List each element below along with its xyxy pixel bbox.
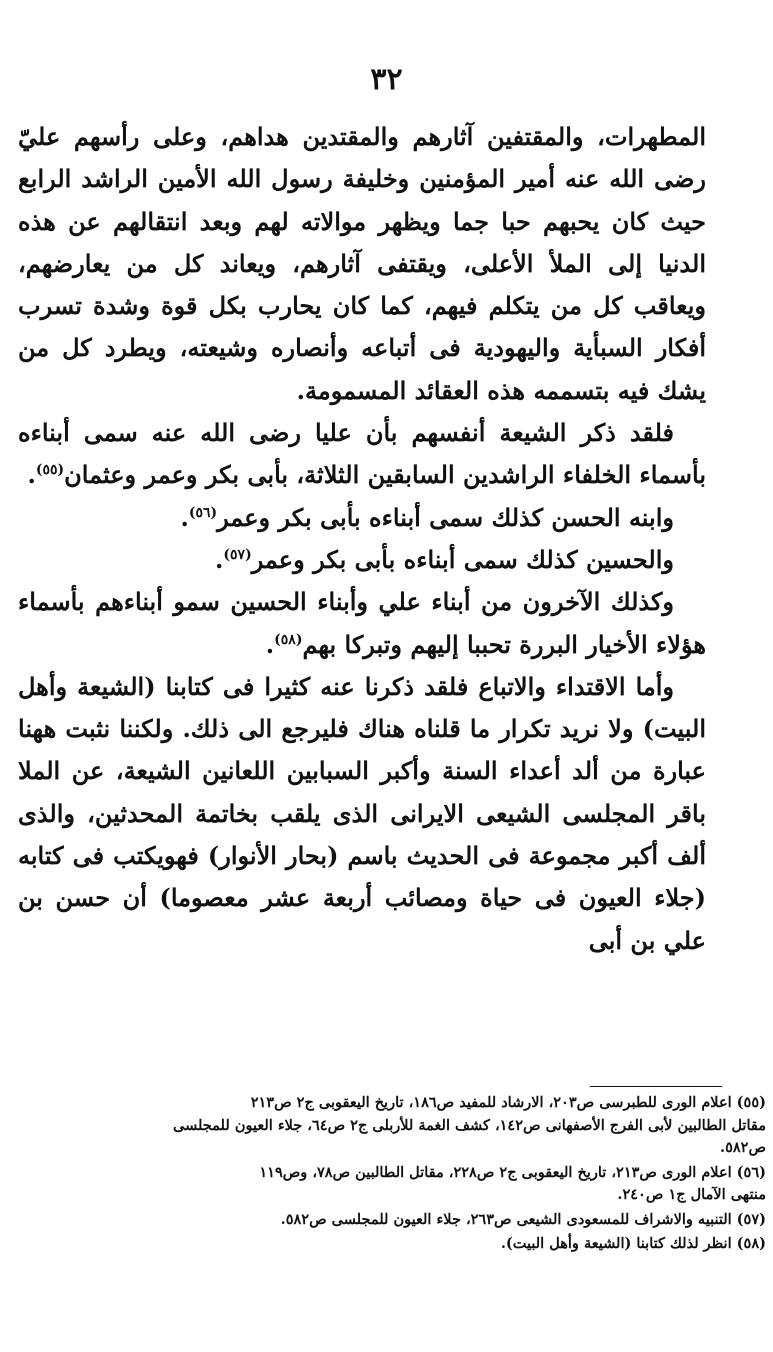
paragraph-3-text: وابنه الحسن كذلك سمى أبناءه بأبى بكر وعمر [217, 502, 674, 532]
footnote-divider [590, 1086, 722, 1087]
paragraph-6: وأما الاقتداء والاتباع فلقد ذكرنا عنه كثيرا فى كتابنا (الشيعة وأهل البيت) ولا نريد تكرار ما قلناه هناك فليرجع الى ذلك. ولكننا نثبت ههنا عبارة من ألد أعداء السنة وأكبر السبابين اللعانين الشيعة، عن الملا باقر المجلسى الشيعى الايرانى الذى يلقب بخاتمة المحدثين، والذى ألف أكبر مجموعة فى الحديث باسم (بحار الأنوار) فهويكتب فى كتابه (جلاء العيون فى حياة ومصائب أربعة عشر معصوما) أن حسن بن علي بن أبى [18, 671, 706, 955]
paragraph-1: المطهرات، والمقتفين آثارهم والمقتدين هداهم، وعلى رأسهم عليّ رضى الله عنه أمير المؤمنين وخليفة رسول الله الأمين الراشد الرابع حيث كان يحبهم حبا جما ويظهر موالاته لهم وبعد انتقالهم عن هذه الدنيا إلى الملأ الأعلى، ويقتفى آثارهم، ويعاند كل من يعارضهم، ويعاقب كل من يتكلم فيهم، كما كان يحارب بكل قوة وشدة تسرب أفكار السبأية واليهودية فى أتباعه وأنصاره وشيعته، ويطرد كل من يشك فيه بتسممه هذه العقائد المسمومة. [18, 122, 706, 405]
footnote-58 [4, 1233, 766, 1256]
paragraph-5: وكذلك الآخرون من أبناء علي وأبناء الحسين سمو أبناءهم بأسماء هؤلاء الأخيار البررة تحببا إليهم وتبركا بهم$^{(٥٨)}$. [18, 587, 706, 659]
page-number: ٣٢ [370, 62, 403, 97]
footnote-ref-57: (٥٧) [223, 546, 252, 563]
paragraph-2-text: فلقد ذكر الشيعة أنفسهم بأن عليا رضى الله عنه سمى أبناءه بأسماء الخلفاء الراشدين السابقين الثلاثة، بأبى بكر وعمر وعثمان [18, 418, 706, 490]
footnote-55-line-1: (٥٥) اعلام الورى للطبرسى ص٢٠٣، الارشاد للمفيد ص١٨٦، تاريخ اليعقوبى ج٢ ص٢١٣ [250, 1094, 766, 1111]
footnotes [4, 1092, 766, 1258]
main-text [18, 116, 706, 962]
footnote-55-line-3: ص٥٨٢. [720, 1139, 766, 1156]
paragraph-3: وابنه الحسن كذلك سمى أبناءه بأبى بكر وعمر$^{(٥٦)}$. [180, 502, 674, 532]
paragraph-4-text: والحسين كذلك سمى أبناءه بأبى بكر وعمر [251, 544, 674, 574]
paragraph-2: فلقد ذكر الشيعة أنفسهم بأن عليا رضى الله عنه سمى أبناءه بأسماء الخلفاء الراشدين السابقين الثلاثة، بأبى بكر وعمر وعثمان$^{(٥٥)}$. [18, 418, 706, 490]
footnote-58-line-1: (٥٨) انظر لذلك كتابنا (الشيعة وأهل البيت). [500, 1235, 766, 1252]
footnote-55 [4, 1092, 766, 1160]
paragraph-4: والحسين كذلك سمى أبناءه بأبى بكر وعمر$^{(٥٧)}$. [215, 544, 674, 574]
footnote-56 [4, 1162, 766, 1207]
footnote-55-line-2: مقاتل الطالبين لأبى الفرج الأصفهانى ص١٤٢، كشف الغمة للأربلى ج٢ ص٦٤، جلاء العيون للمجلسى [172, 1116, 766, 1134]
footnote-57 [4, 1209, 766, 1232]
footnote-ref-56: (٥٦) [188, 504, 218, 521]
footnote-ref-58: (٥٨) [274, 631, 303, 648]
footnote-56-line-2: منتهى الآمال ج١ ص٢٤٠. [617, 1186, 766, 1203]
paragraph-5-text: وكذلك الآخرون من أبناء علي وأبناء الحسين سمو أبناءهم بأسماء هؤلاء الأخيار البررة تحببا إليهم وتبركا بهم [18, 587, 706, 659]
footnote-ref-55: (٥٥) [35, 462, 65, 479]
footnote-56-line-1: (٥٦) اعلام الورى ص٢١٣، تاريخ اليعقوبى ج٢ ص٢٢٨، مقاتل الطالبين ص٧٨، وص١١٩ [259, 1163, 766, 1181]
footnote-57-line-1: (٥٧) التنبيه والاشراف للمسعودى الشيعى ص٢٦٣، جلاء العيون للمجلسى ص٥٨٢. [280, 1210, 766, 1228]
